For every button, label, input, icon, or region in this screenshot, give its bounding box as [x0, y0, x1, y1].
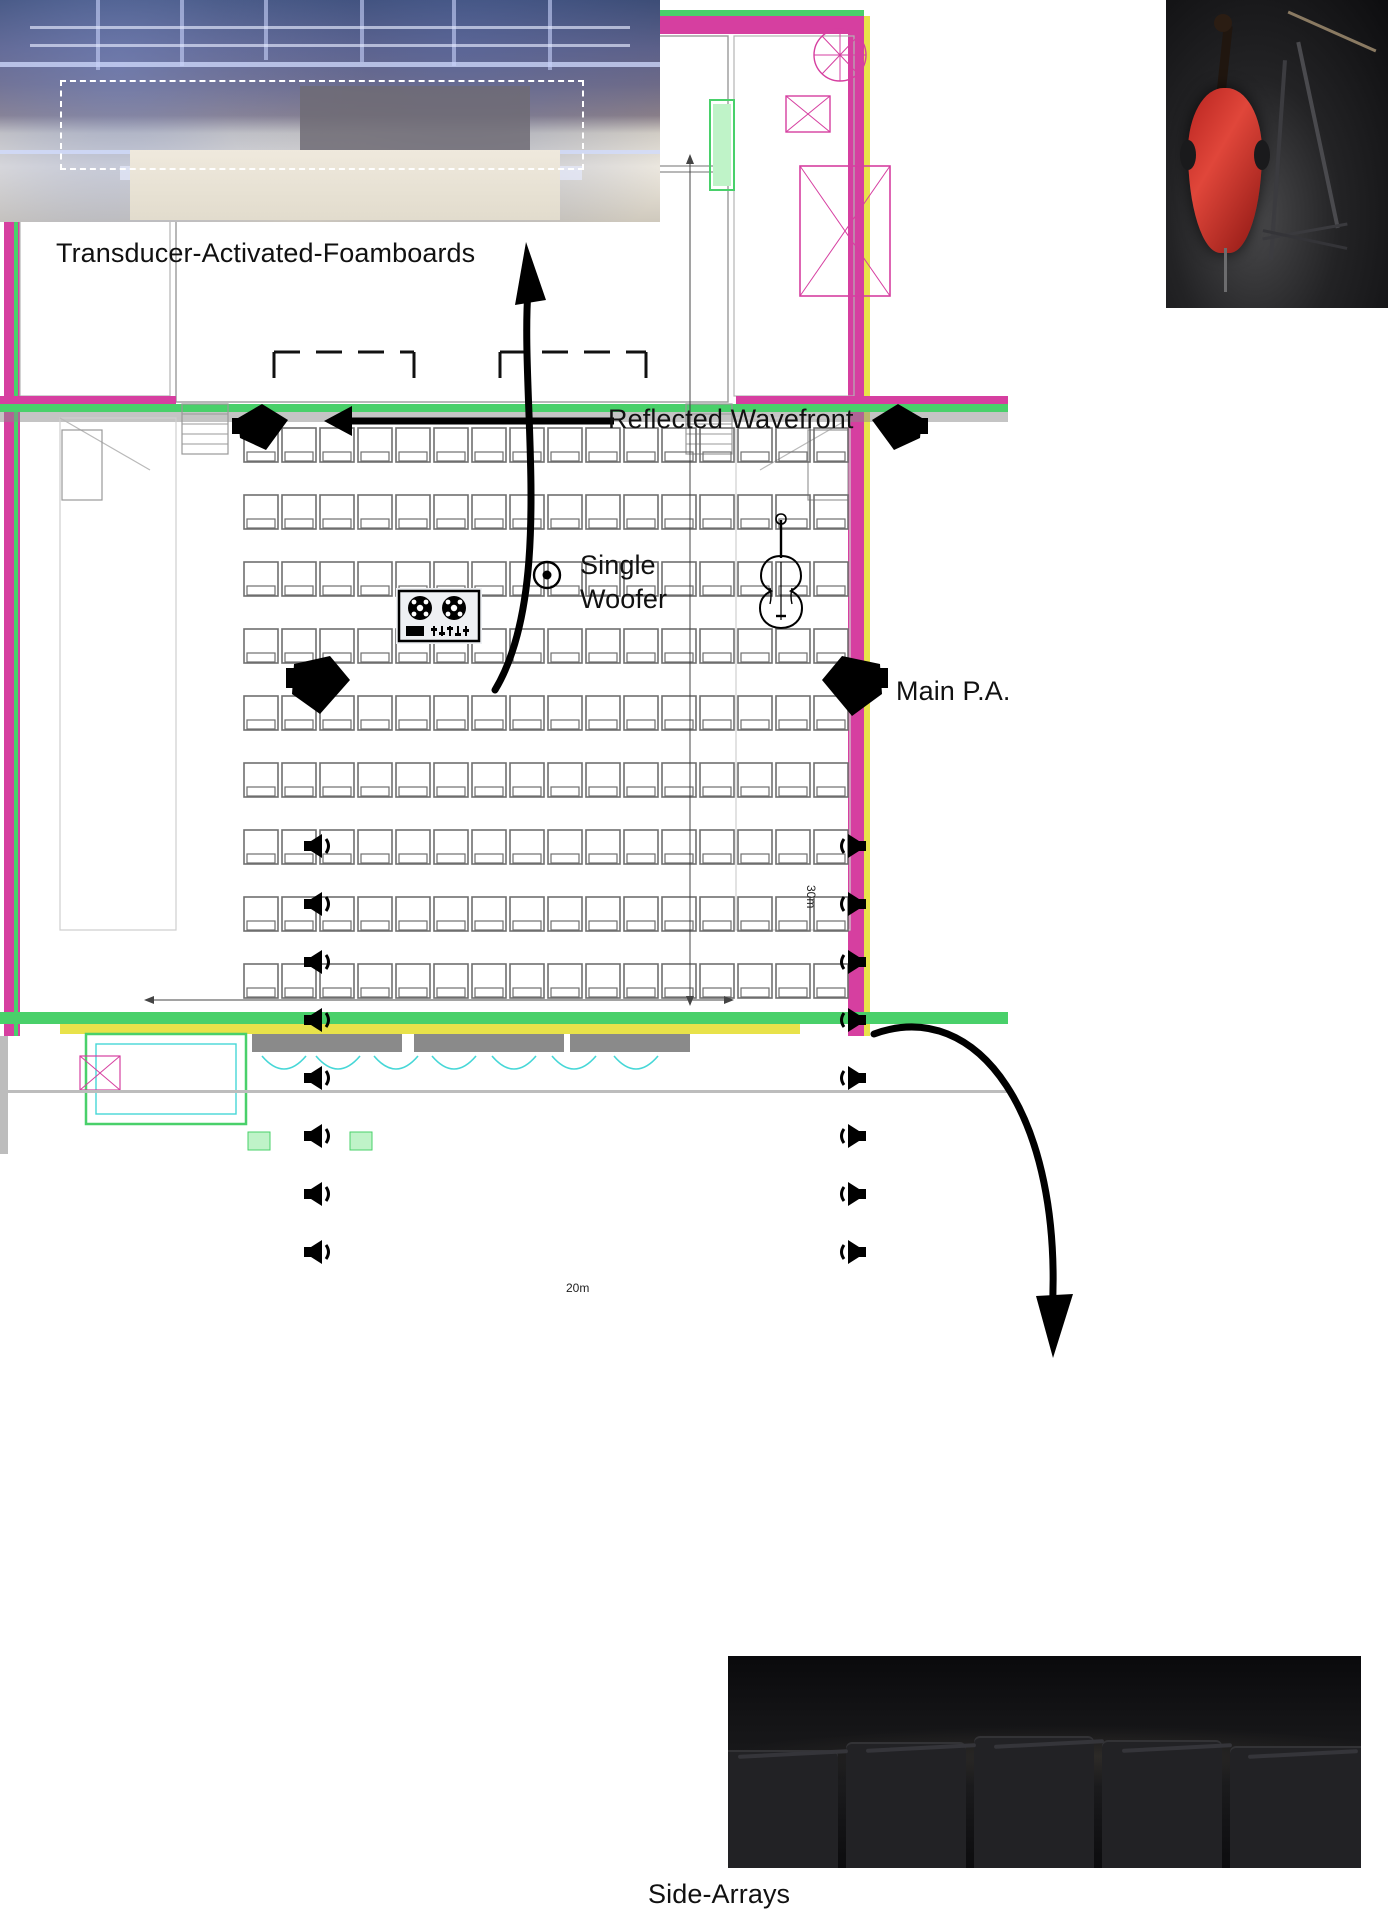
pa-speaker-icon-lower-left: [286, 654, 358, 718]
side-array-speaker-icon-right-8: [838, 1238, 868, 1266]
arrow-to-foamboards: [460, 230, 600, 700]
label-single-woofer-line2: Woofer: [580, 584, 668, 614]
side-array-speaker-icon-left-6: [302, 1122, 332, 1150]
foamboard-highlight-box: [60, 80, 584, 170]
auditorium-seats-photo: [728, 1656, 1361, 1868]
pa-speaker-icon-upper-right: [866, 400, 928, 454]
label-transducer-activated-foamboards: Transducer-Activated-Foamboards: [56, 238, 476, 268]
side-array-speaker-icon-right-7: [838, 1180, 868, 1208]
side-array-speaker-icon-left-1: [302, 832, 332, 860]
label-single-woofer: [580, 548, 667, 616]
side-array-speaker-icon-right-5: [838, 1064, 868, 1092]
side-array-speaker-icon-left-8: [302, 1238, 332, 1266]
side-array-speaker-icon-right-6: [838, 1122, 868, 1150]
cello-icon: [752, 506, 810, 630]
side-array-speaker-icon-left-5: [302, 1064, 332, 1092]
label-side-arrays: Side-Arrays: [648, 1879, 791, 1909]
pa-speaker-icon-lower-right: [812, 654, 888, 720]
arrow-reflected-wavefront: [318, 400, 618, 440]
arrow-to-side-arrays: [868, 986, 1088, 1366]
side-array-speaker-icon-right-3: [838, 948, 868, 976]
side-array-speaker-icon-right-2: [838, 890, 868, 918]
side-array-speaker-icon-left-3: [302, 948, 332, 976]
label-single-woofer-line1: Single: [580, 550, 656, 580]
side-array-speaker-icon-left-7: [302, 1180, 332, 1208]
dimension-width: 20m: [566, 1281, 590, 1295]
side-array-speaker-icon-right-4: [838, 1006, 868, 1034]
pa-speaker-icon-upper-left: [232, 400, 294, 454]
side-array-speaker-icon-left-4: [302, 1006, 332, 1034]
side-array-speaker-icon-right-1: [838, 832, 868, 860]
side-array-speaker-icon-left-2: [302, 890, 332, 918]
dimension-depth: 30m: [804, 885, 818, 909]
label-reflected-wavefront: Reflected Wavefront: [608, 404, 854, 434]
label-main-pa: Main P.A.: [896, 676, 1011, 706]
stage-ceiling-foamboards-photo: [0, 0, 660, 222]
cello-on-stage-photo: [1166, 0, 1388, 308]
